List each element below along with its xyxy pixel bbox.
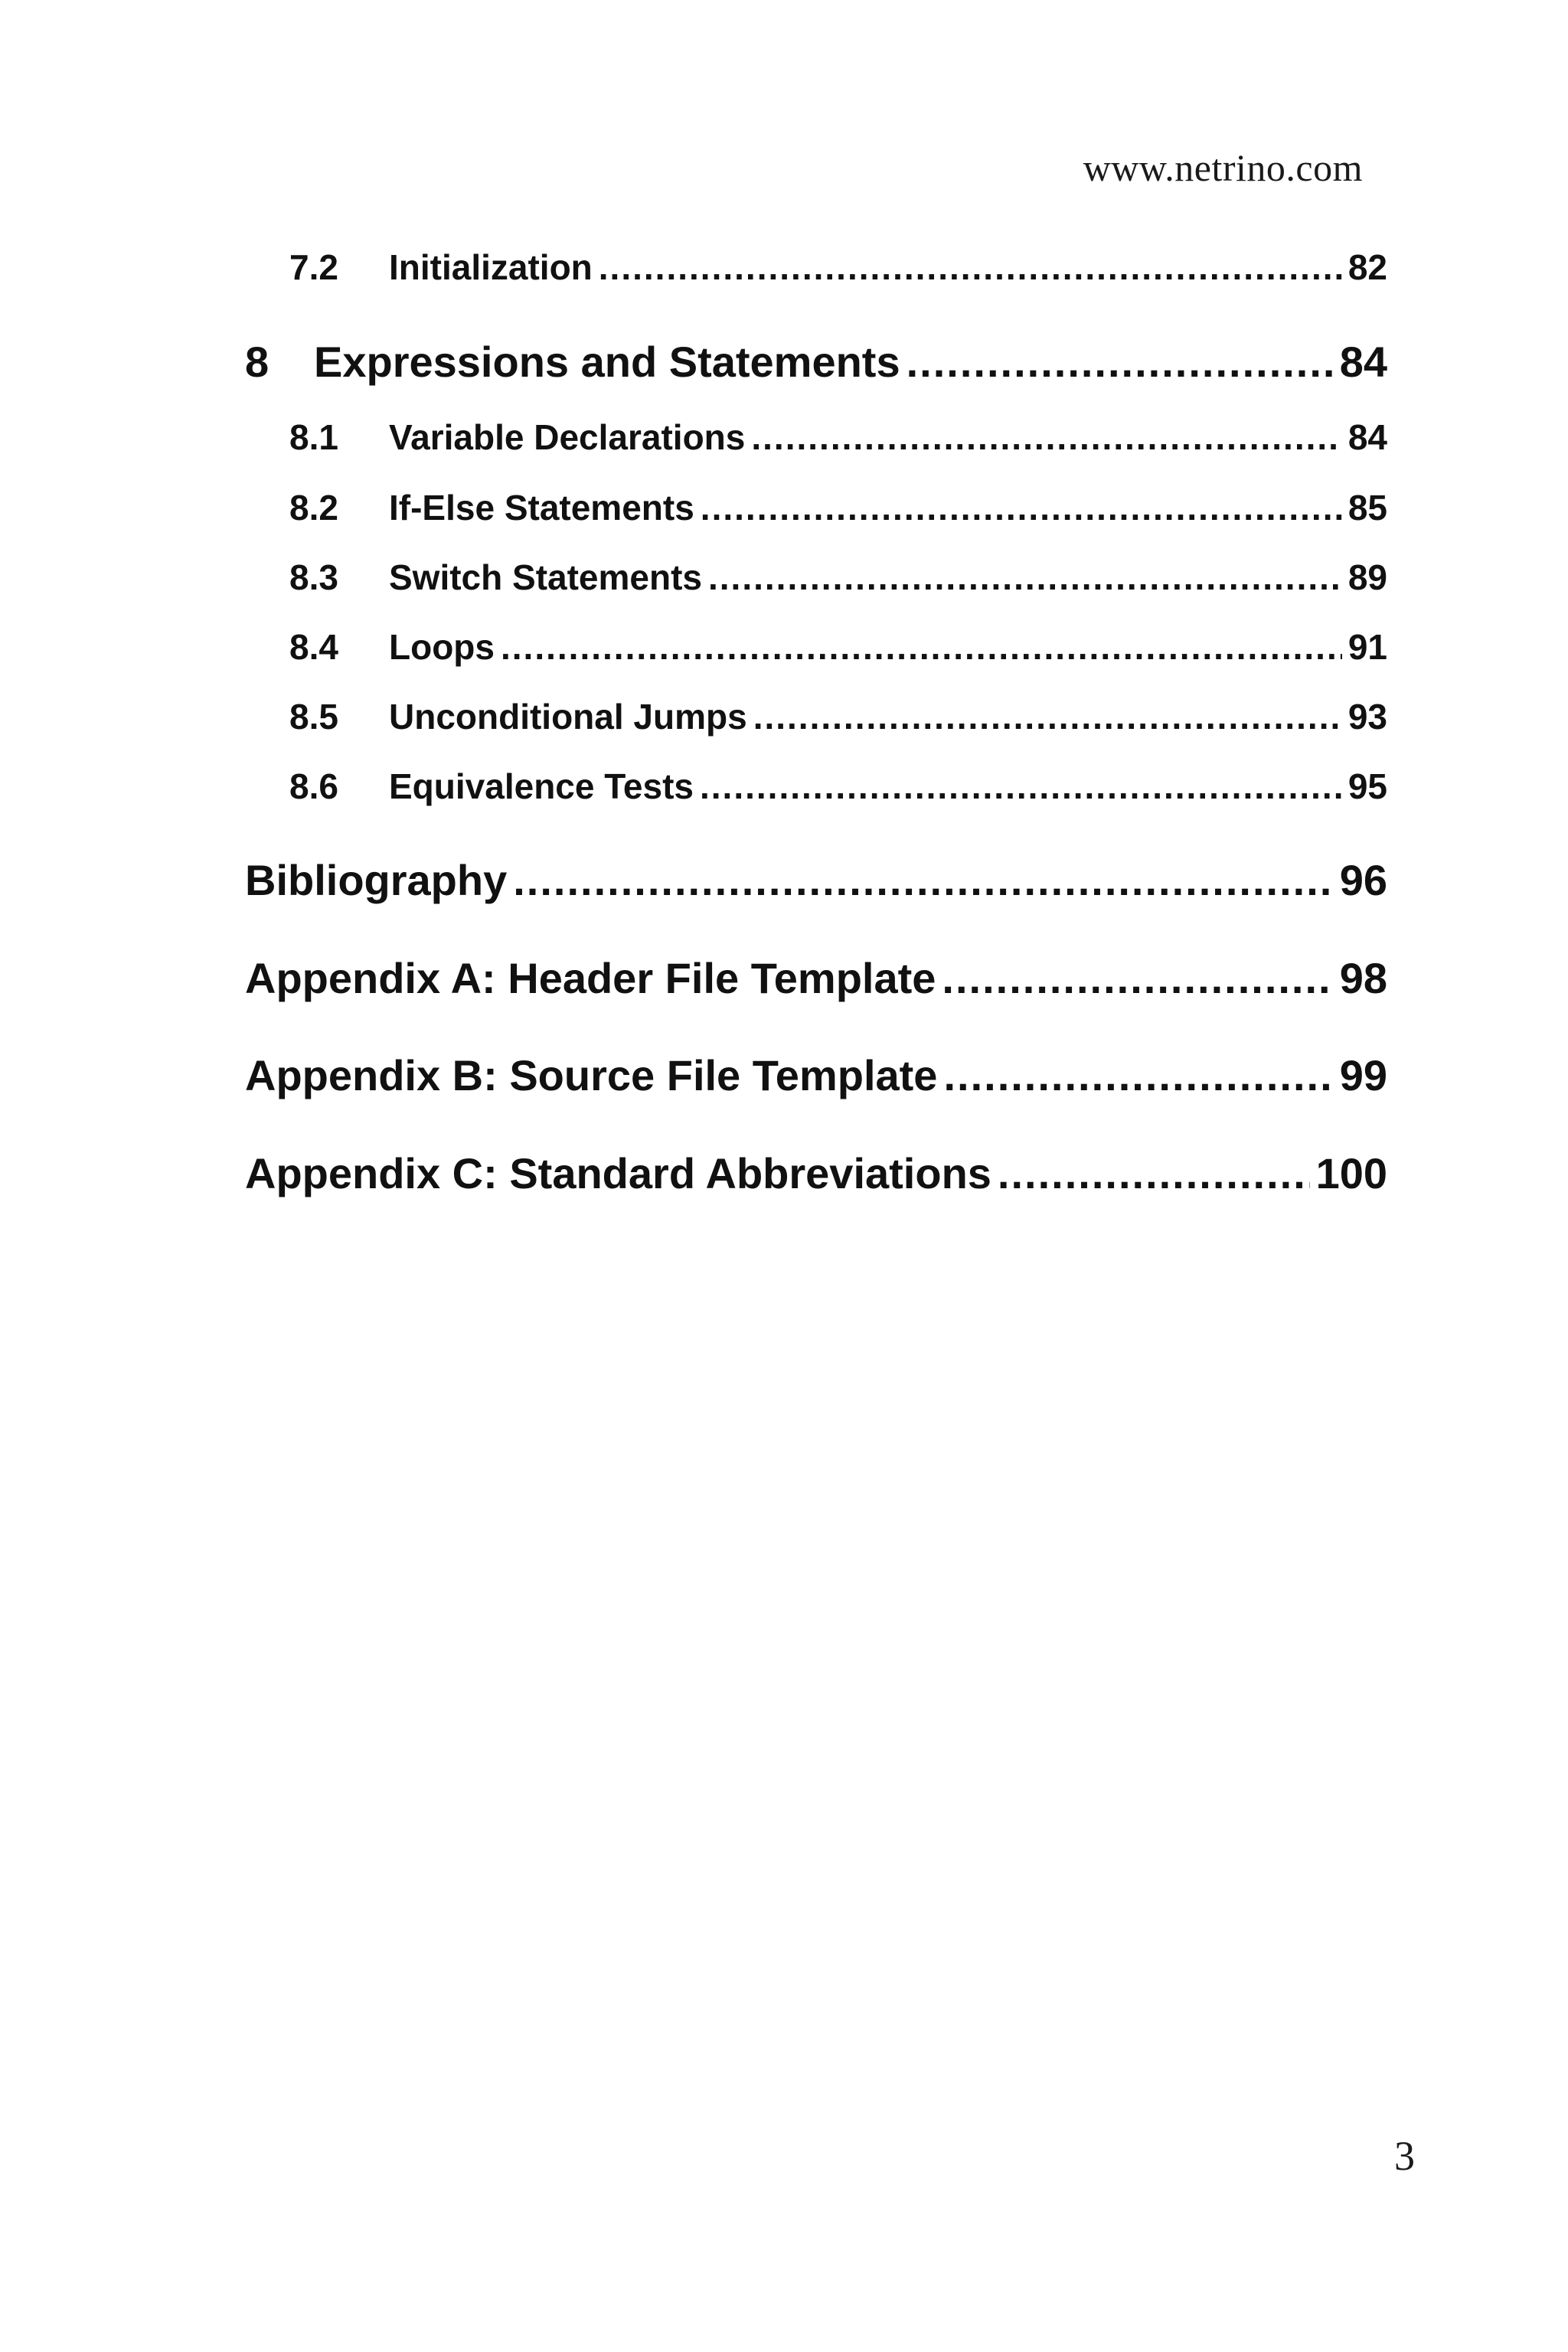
toc-entry-page: 84 — [1339, 338, 1387, 386]
toc-entry-page: 91 — [1348, 627, 1387, 667]
toc-dot-leader — [501, 626, 1342, 668]
toc-entry[interactable] — [245, 696, 1387, 737]
toc-entry-page: 82 — [1348, 247, 1387, 287]
toc-entry-title: Appendix B: Source File Template — [245, 1051, 938, 1099]
toc-entry-number: 8.2 — [289, 488, 338, 528]
toc-dot-leader — [701, 487, 1342, 528]
toc-entry[interactable] — [245, 626, 1387, 668]
toc-entry-number: 8.5 — [289, 697, 338, 737]
toc-entry-number: 8.4 — [289, 627, 338, 667]
toc-entry[interactable] — [245, 766, 1387, 807]
toc-dot-leader — [751, 416, 1341, 458]
toc-entry-title: Switch Statements — [389, 557, 702, 597]
toc-entry-page: 100 — [1315, 1149, 1387, 1197]
toc-dot-leader — [513, 855, 1333, 905]
toc-entry-page: 93 — [1348, 697, 1387, 737]
toc-entry-number: 7.2 — [289, 247, 338, 287]
page-number: 3 — [1394, 2133, 1415, 2179]
toc-entry-page: 96 — [1339, 856, 1387, 904]
toc-entry[interactable] — [245, 487, 1387, 528]
toc-entry-page: 95 — [1348, 766, 1387, 806]
toc-entry-title: Equivalence Tests — [389, 766, 694, 806]
toc-entry-number: 8 — [245, 338, 270, 386]
toc-entry[interactable] — [245, 337, 1387, 387]
toc-dot-leader — [708, 557, 1342, 598]
toc-entry[interactable] — [245, 953, 1387, 1003]
toc-entry-page: 84 — [1348, 417, 1387, 457]
toc-entry[interactable] — [245, 1050, 1387, 1100]
toc-entry-title: Appendix C: Standard Abbreviations — [245, 1149, 991, 1197]
toc-entry-number: 8.6 — [289, 766, 338, 806]
toc-entry-number: 8.1 — [289, 417, 338, 457]
toc-entry-title: Initialization — [389, 247, 593, 287]
toc-dot-leader — [998, 1148, 1310, 1198]
toc-entry[interactable] — [245, 1148, 1387, 1198]
header-url: www.netrino.com — [1083, 146, 1363, 189]
toc-entry-title: Bibliography — [245, 856, 508, 904]
toc-entry-title: Unconditional Jumps — [389, 697, 747, 737]
toc-dot-leader — [599, 247, 1342, 288]
toc-entry-page: 98 — [1339, 954, 1387, 1002]
toc-dot-leader — [906, 337, 1334, 387]
toc-entry-title: Appendix A: Header File Template — [245, 954, 936, 1002]
toc-entry-title: Expressions and Statements — [314, 338, 900, 386]
toc-entry-title: Variable Declarations — [389, 417, 746, 457]
toc-entry-page: 99 — [1339, 1051, 1387, 1099]
toc-entry-page: 89 — [1348, 557, 1387, 597]
toc-dot-leader — [700, 766, 1342, 807]
toc-entry-number: 8.3 — [289, 557, 338, 597]
toc-entry[interactable] — [245, 416, 1387, 458]
toc-entry-title: Loops — [389, 627, 495, 667]
toc-entry-page: 85 — [1348, 488, 1387, 528]
toc-dot-leader — [943, 1050, 1333, 1100]
toc-entry[interactable] — [245, 855, 1387, 905]
toc-dot-leader — [753, 696, 1342, 737]
toc-entry[interactable] — [245, 247, 1387, 288]
toc-entry[interactable] — [245, 557, 1387, 598]
toc-entry-title: If-Else Statements — [389, 488, 694, 528]
toc-dot-leader — [942, 953, 1333, 1003]
